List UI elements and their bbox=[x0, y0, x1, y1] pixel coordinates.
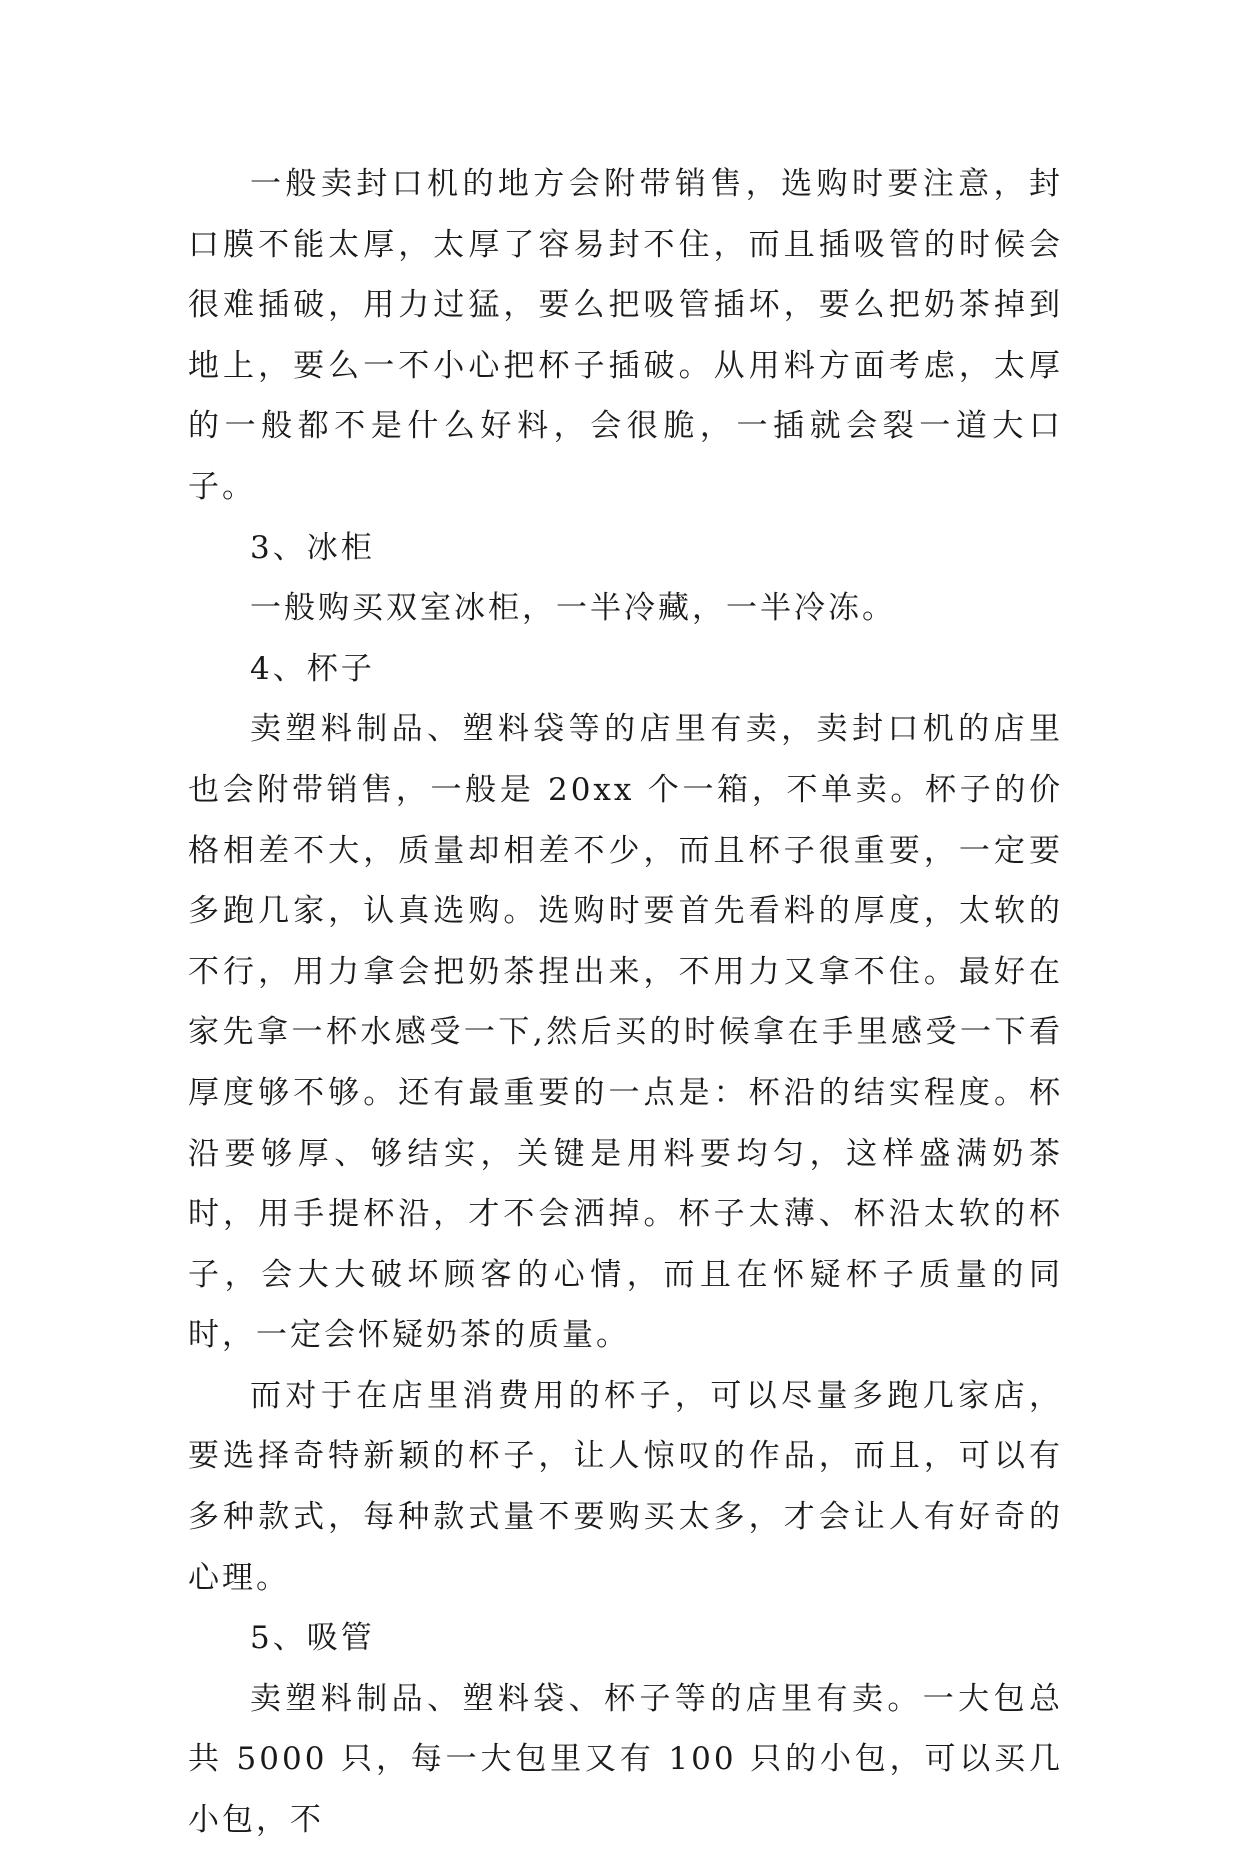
paragraph-straws: 卖塑料制品、塑料袋、杯子等的店里有卖。一大包总共 5000 只，每一大包里又有 100 只的小包，可以买几小包，不 bbox=[188, 1680, 1063, 1839]
heading-straws: 5、吸管 bbox=[250, 1620, 375, 1657]
paragraph-sealing-film: 一般卖封口机的地方会附带销售，选购时要注意，封口膜不能太厚，太厚了容易封不住，而且插吸管的时候会很难插破，用力过猛，要么把吸管插坏，要么把奶茶掉到地上，要么一不小心把杯子插破。从用料方面考虑，太厚的一般都不是什么好料，会很脆，一插就会裂一道大口子。 bbox=[188, 166, 1063, 505]
heading-freezer: 3、冰柜 bbox=[250, 529, 375, 566]
paragraph-freezer: 一般购买双室冰柜，一半冷藏，一半冷冻。 bbox=[250, 590, 896, 627]
document-body bbox=[188, 154, 1063, 1851]
paragraph-cups: 卖塑料制品、塑料袋等的店里有卖，卖封口机的店里也会附带销售，一般是 20xx 个一箱，不单卖。杯子的价格相差不大，质量却相差不少，而且杯子很重要，一定要多跑几家，认真选购。选购时要首先看料的厚度，太软的不行，用力拿会把奶茶捏出来，不用力又拿不住。最好在家先拿一杯水感受一下,然后买的时候拿在手里感受一下看厚度够不够。还有最重要的一点是：杯沿的结实程度。杯沿要够厚、够结实，关键是用料要均匀，这样盛满奶茶时，用手提杯沿，才不会洒掉。杯子太薄、杯沿太软的杯子，会大大破坏顾客的心情，而且在怀疑杯子质量的同时，一定会怀疑奶茶的质量。 bbox=[188, 711, 1063, 1354]
heading-cups: 4、杯子 bbox=[250, 650, 375, 687]
paragraph-in-store-cups: 而对于在店里消费用的杯子，可以尽量多跑几家店，要选择奇特新颖的杯子，让人惊叹的作品，而且，可以有多种款式，每种款式量不要购买太多，才会让人有好奇的心理。 bbox=[188, 1377, 1063, 1596]
